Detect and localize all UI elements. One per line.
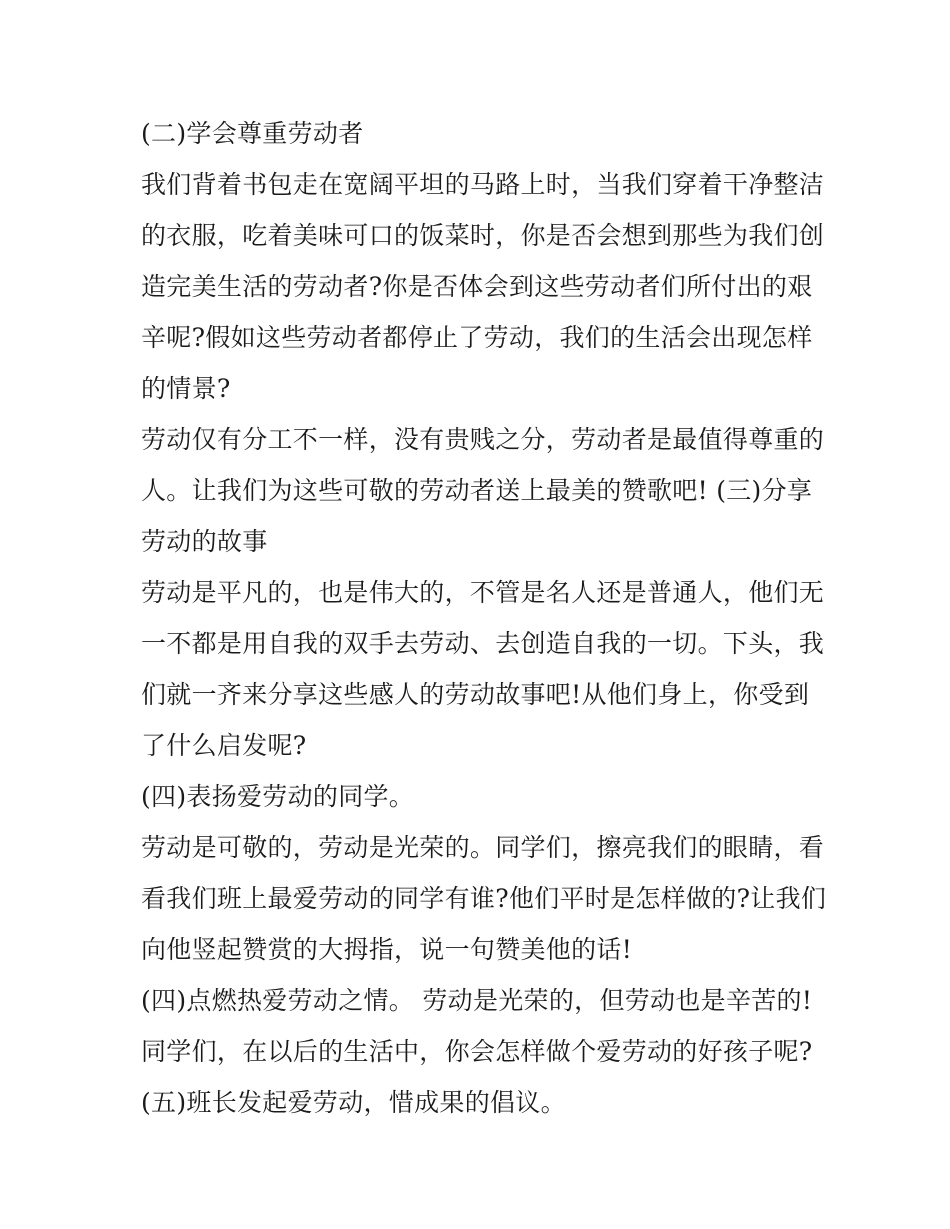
text-line: 看我们班上最爱劳动的同学有谁?他们平时是怎样做的?让我们 xyxy=(141,884,827,913)
text-line: 辛呢?假如这些劳动者都停止了劳动，我们的生活会出现怎样 xyxy=(141,323,813,352)
text-line: 的情景? xyxy=(141,374,231,403)
text-line: 同学们，在以后的生活中，你会怎样做个爱劳动的好孩子呢? xyxy=(141,1037,813,1066)
text-line: 向他竖起赞赏的大拇指，说一句赞美他的话! xyxy=(141,935,633,964)
text-line: 造完美生活的劳动者?你是否体会到这些劳动者们所付出的艰 xyxy=(141,272,813,301)
heading-monitor-proposal: (五)班长发起爱劳动，惜成果的倡议。 xyxy=(141,1088,566,1117)
text-line: 了什么启发呢? xyxy=(141,731,307,760)
text-line: 人。让我们为这些可敬的劳动者送上最美的赞歌吧! (三)分享 xyxy=(141,476,813,505)
heading-ignite-love-of-labor: (四)点燃热爱劳动之情。 劳动是光荣的，但劳动也是辛苦的! xyxy=(141,986,813,1015)
text-line: 我们背着书包走在宽阔平坦的马路上时，当我们穿着干净整洁 xyxy=(141,170,825,199)
document-body xyxy=(141,108,827,1128)
text-line: 劳动是可敬的，劳动是光荣的。同学们，擦亮我们的眼睛，看 xyxy=(141,833,825,862)
heading-respect-workers: (二)学会尊重劳动者 xyxy=(141,119,364,148)
heading-praise-classmates: (四)表扬爱劳动的同学。 xyxy=(141,782,415,811)
text-line: 劳动的故事 xyxy=(141,527,268,556)
text-line: 一不都是用自我的双手去劳动、去创造自我的一切。下头，我 xyxy=(141,629,825,658)
text-line: 的衣服，吃着美味可口的饭菜时，你是否会想到那些为我们创 xyxy=(141,221,825,250)
text-line: 们就一齐来分享这些感人的劳动故事吧!从他们身上，你受到 xyxy=(141,680,810,709)
text-line: 劳动是平凡的，也是伟大的，不管是名人还是普通人，他们无 xyxy=(141,578,825,607)
text-line: 劳动仅有分工不一样，没有贵贱之分，劳动者是最值得尊重的 xyxy=(141,425,825,454)
